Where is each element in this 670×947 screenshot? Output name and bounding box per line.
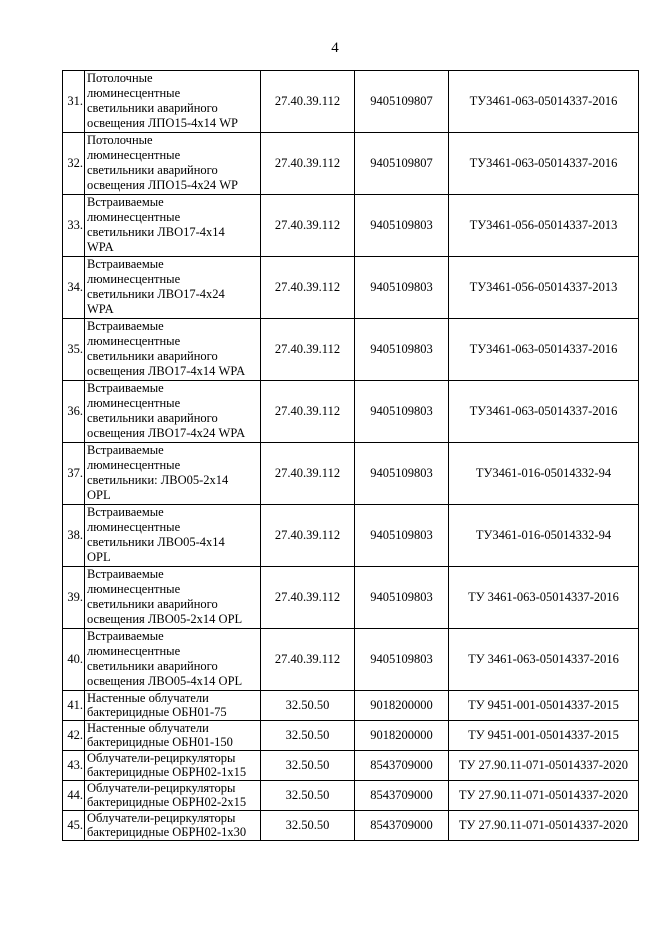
product-name: Облучатели-рециркуляторы бактерицидные ОБРН02-1х15 [85,751,261,781]
table-row [63,691,639,721]
tnved-code: 9405109803 [355,319,449,381]
product-name: Настенные облучатели бактерицидные ОБН01-75 [85,691,261,721]
okpd-code: 32.50.50 [261,691,355,721]
row-number: 33. [63,195,85,257]
products-table [62,70,639,841]
page-number: 4 [331,40,339,56]
row-number: 42. [63,721,85,751]
table-row [63,629,639,691]
tech-spec: ТУ3461-056-05014337-2013 [449,195,639,257]
product-name: Потолочные люминесцентные светильники аварийного освещения ЛПО15-4х14 WP [85,71,261,133]
tech-spec: ТУ3461-063-05014337-2016 [449,133,639,195]
tnved-code: 8543709000 [355,781,449,811]
tech-spec: ТУ3461-016-05014332-94 [449,505,639,567]
tech-spec: ТУ3461-016-05014332-94 [449,443,639,505]
table-row [63,781,639,811]
table-row [63,319,639,381]
product-name: Встраиваемые люминесцентные светильники ЛВО17-4х14 WPA [85,195,261,257]
tnved-code: 9018200000 [355,691,449,721]
tnved-code: 9405109803 [355,381,449,443]
row-number: 41. [63,691,85,721]
row-number: 40. [63,629,85,691]
table-row [63,751,639,781]
product-name: Встраиваемые люминесцентные светильники ЛВО05-4х14 OPL [85,505,261,567]
row-number: 39. [63,567,85,629]
tnved-code: 9405109803 [355,443,449,505]
okpd-code: 27.40.39.112 [261,567,355,629]
tech-spec: ТУ3461-063-05014337-2016 [449,319,639,381]
row-number: 36. [63,381,85,443]
tech-spec: ТУ 27.90.11-071-05014337-2020 [449,751,639,781]
tnved-code: 9405109803 [355,505,449,567]
tech-spec: ТУ3461-063-05014337-2016 [449,71,639,133]
okpd-code: 32.50.50 [261,781,355,811]
tnved-code: 8543709000 [355,751,449,781]
product-name: Облучатели-рециркуляторы бактерицидные ОБРН02-1х30 [85,811,261,841]
product-name: Встраиваемые люминесцентные светильники аварийного освещения ЛВО05-4х14 OPL [85,629,261,691]
table-row [63,811,639,841]
tech-spec: ТУ 27.90.11-071-05014337-2020 [449,781,639,811]
row-number: 35. [63,319,85,381]
row-number: 37. [63,443,85,505]
row-number: 32. [63,133,85,195]
okpd-code: 27.40.39.112 [261,505,355,567]
row-number: 34. [63,257,85,319]
table-row [63,443,639,505]
row-number: 38. [63,505,85,567]
tech-spec: ТУ 3461-063-05014337-2016 [449,567,639,629]
row-number: 43. [63,751,85,781]
product-name: Облучатели-рециркуляторы бактерицидные ОБРН02-2х15 [85,781,261,811]
okpd-code: 27.40.39.112 [261,319,355,381]
okpd-code: 27.40.39.112 [261,257,355,319]
tnved-code: 9405109803 [355,567,449,629]
product-name: Встраиваемые люминесцентные светильники аварийного освещения ЛВО05-2х14 OPL [85,567,261,629]
row-number: 45. [63,811,85,841]
table-row [63,195,639,257]
okpd-code: 32.50.50 [261,811,355,841]
product-name: Встраиваемые люминесцентные светильники аварийного освещения ЛВО17-4х14 WPA [85,319,261,381]
okpd-code: 27.40.39.112 [261,629,355,691]
tech-spec: ТУ 3461-063-05014337-2016 [449,629,639,691]
row-number: 31. [63,71,85,133]
okpd-code: 27.40.39.112 [261,133,355,195]
tnved-code: 9405109803 [355,195,449,257]
okpd-code: 27.40.39.112 [261,381,355,443]
tnved-code: 9405109803 [355,257,449,319]
tnved-code: 8543709000 [355,811,449,841]
product-name: Встраиваемые люминесцентные светильники: ЛВО05-2х14 OPL [85,443,261,505]
tech-spec: ТУ3461-056-05014337-2013 [449,257,639,319]
tnved-code: 9018200000 [355,721,449,751]
tnved-code: 9405109803 [355,629,449,691]
row-number: 44. [63,781,85,811]
okpd-code: 27.40.39.112 [261,195,355,257]
okpd-code: 32.50.50 [261,721,355,751]
table-row [63,381,639,443]
table-row [63,721,639,751]
okpd-code: 27.40.39.112 [261,443,355,505]
product-name: Настенные облучатели бактерицидные ОБН01-150 [85,721,261,751]
table-row [63,505,639,567]
table-row [63,257,639,319]
okpd-code: 32.50.50 [261,751,355,781]
product-name: Встраиваемые люминесцентные светильники ЛВО17-4х24 WPA [85,257,261,319]
tnved-code: 9405109807 [355,71,449,133]
okpd-code: 27.40.39.112 [261,71,355,133]
tech-spec: ТУ 27.90.11-071-05014337-2020 [449,811,639,841]
tech-spec: ТУ 9451-001-05014337-2015 [449,721,639,751]
table-row [63,71,639,133]
table-row [63,133,639,195]
product-name: Потолочные люминесцентные светильники аварийного освещения ЛПО15-4х24 WP [85,133,261,195]
tnved-code: 9405109807 [355,133,449,195]
tech-spec: ТУ 9451-001-05014337-2015 [449,691,639,721]
table-row [63,567,639,629]
tech-spec: ТУ3461-063-05014337-2016 [449,381,639,443]
product-name: Встраиваемые люминесцентные светильники аварийного освещения ЛВО17-4х24 WPA [85,381,261,443]
